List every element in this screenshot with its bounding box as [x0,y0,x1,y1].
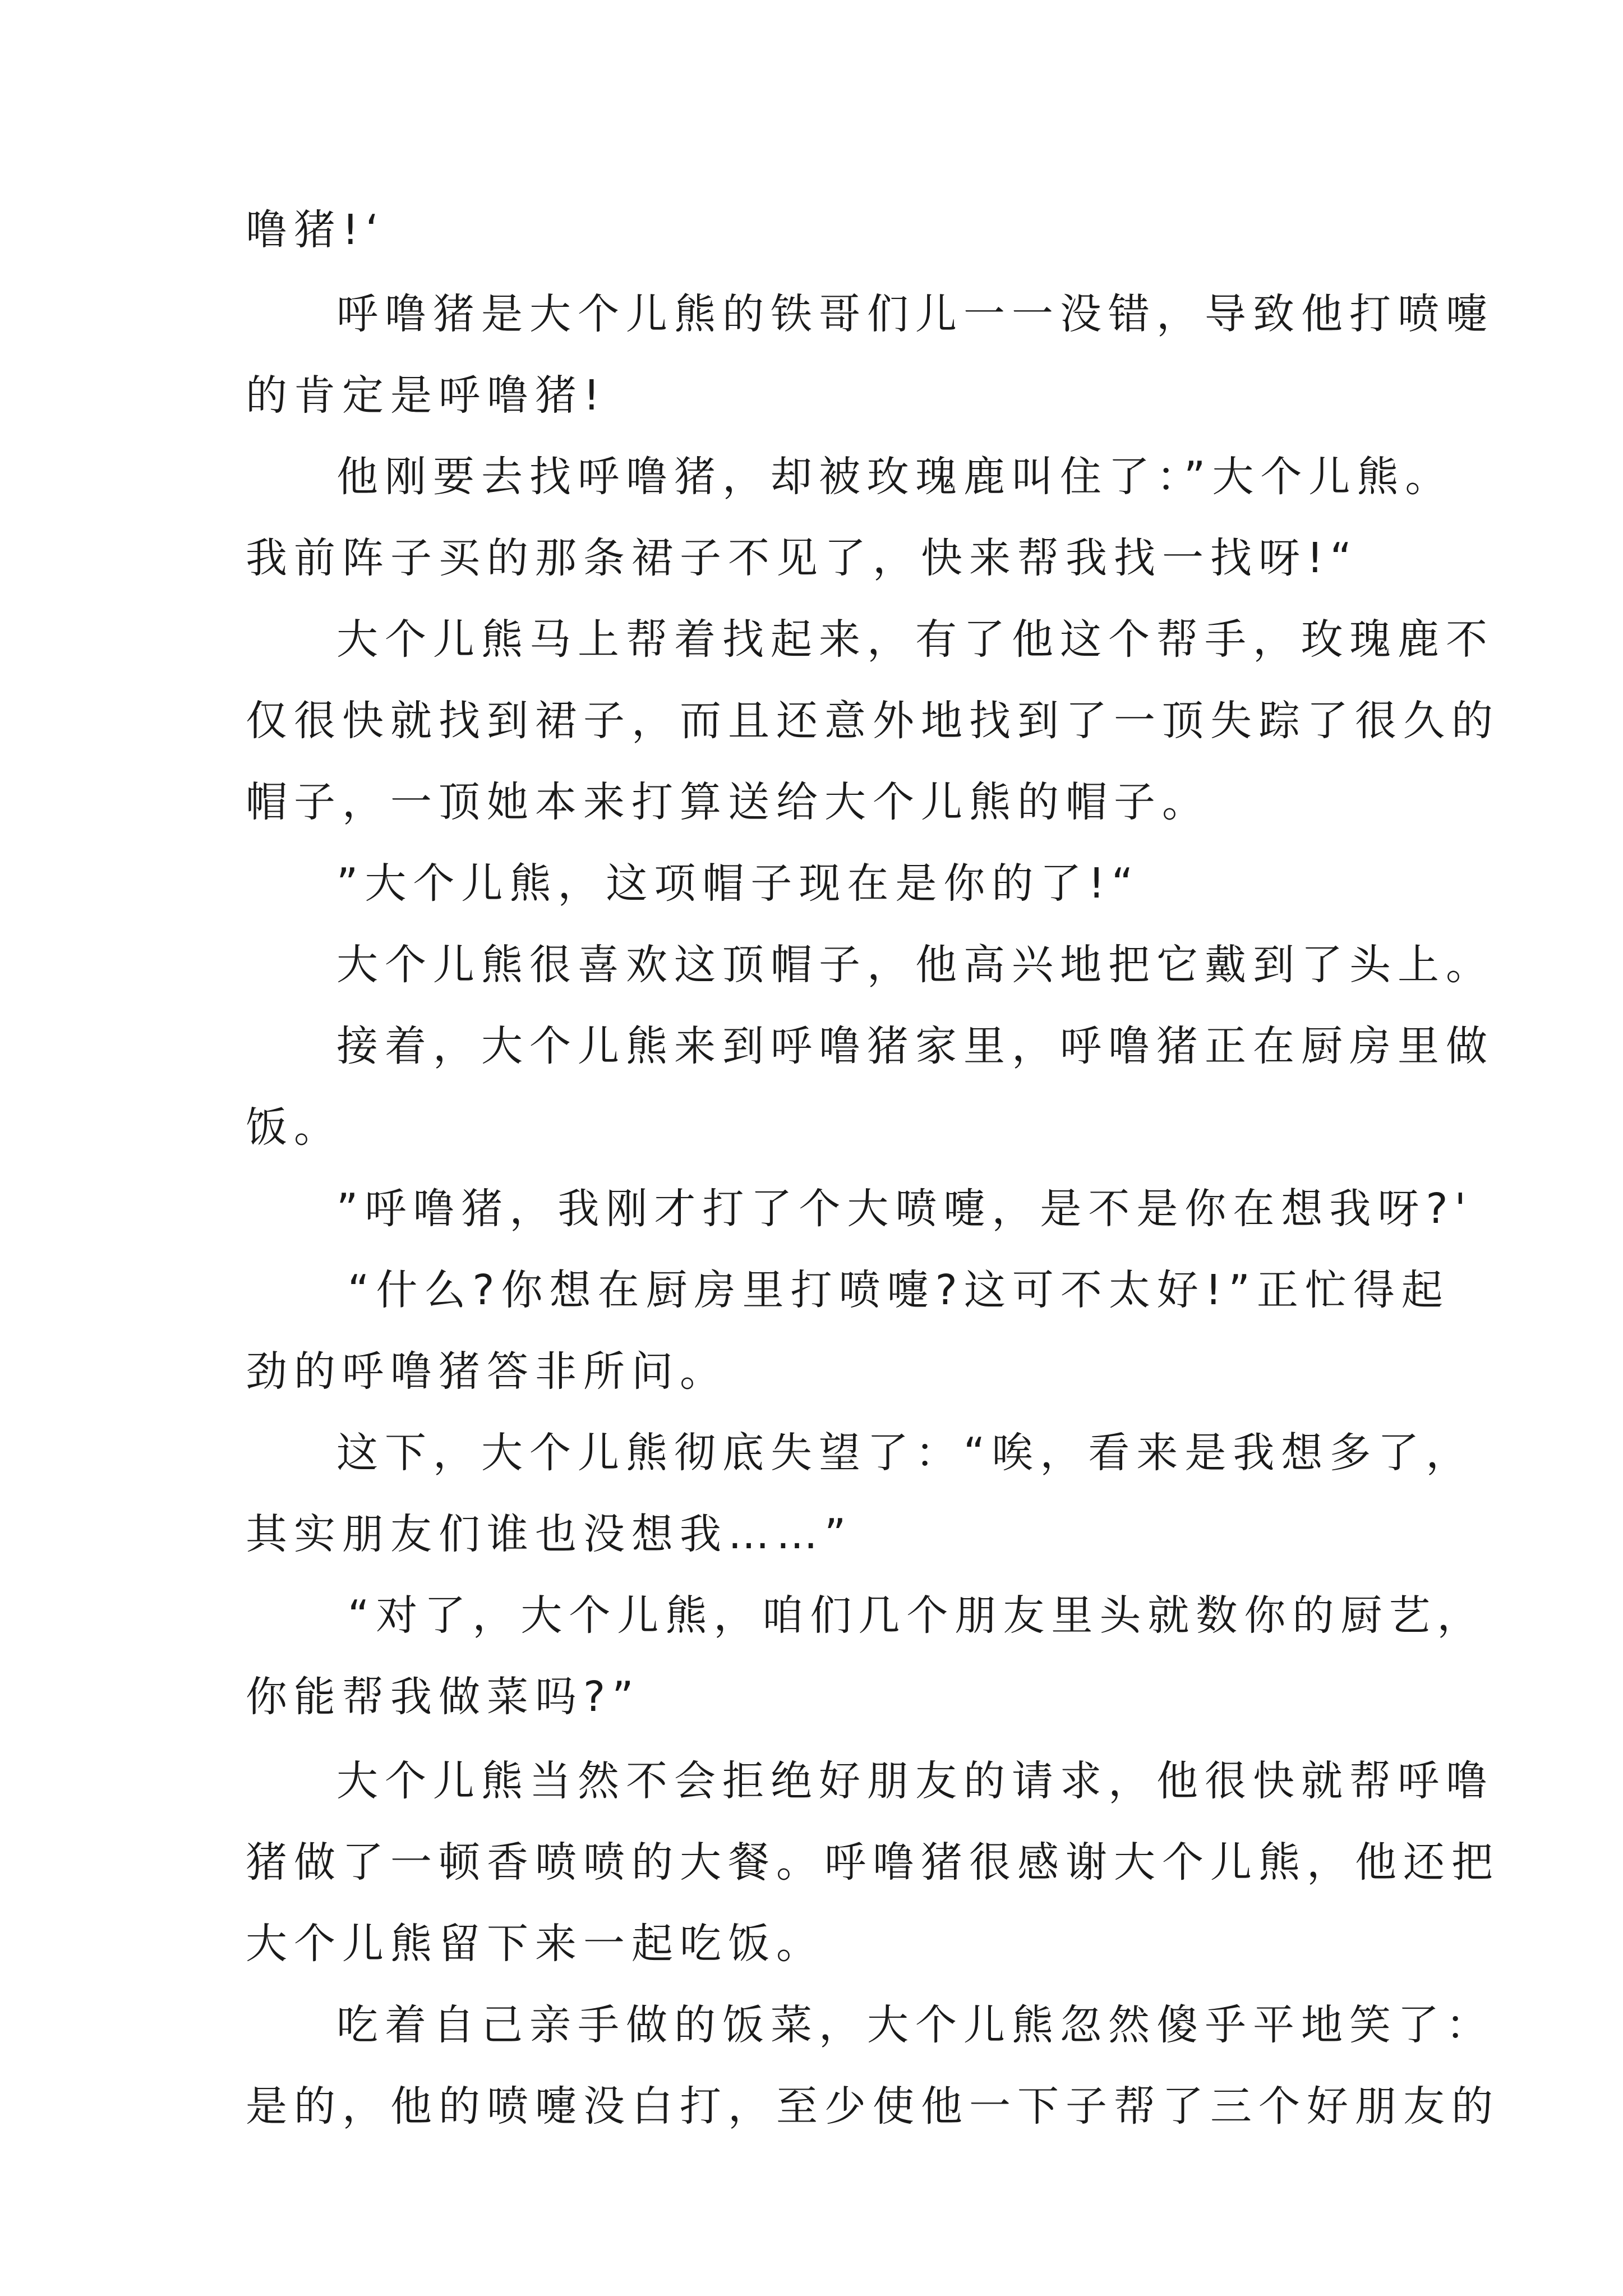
text-line: 呼噜猪是大个儿熊的铁哥们儿一一没错，导致他打喷嚏 [336,290,1494,338]
text-line: 饭。 [246,1103,342,1152]
text-line: “对了，大个儿熊，咱们几个朋友里头就数你的厨艺， [348,1591,1486,1640]
text-line: 接着，大个儿熊来到呼噜猪家里，呼噜猪正在厨房里做 [336,1022,1494,1070]
text-line: 大个儿熊马上帮着找起来，有了他这个帮手，玫瑰鹿不 [336,615,1494,664]
text-line: 大个儿熊当然不会拒绝好朋友的请求，他很快就帮呼噜 [336,1757,1494,1805]
text-line: 大个儿熊留下来一起吃饭。 [246,1920,824,1968]
text-line: 的肯定是呼噜猪! [246,371,607,420]
text-line: 仅很快就找到裙子，而且还意外地找到了一顶失踪了很久的 [246,697,1500,745]
text-line: ”呼噜猪，我刚才打了个大喷嚏，是不是你在想我呀?' [336,1185,1473,1233]
text-line: 他刚要去找呼噜猪，却被玫瑰鹿叫住了：”大个儿熊。 [336,453,1454,501]
text-line: 噜猪!‘ [246,206,386,254]
text-line: “什么?你想在厨房里打喷嚏?这可不太好!”正忙得起 [348,1266,1450,1314]
text-line: 你能帮我做菜吗?” [246,1673,640,1721]
text-line: ”大个儿熊，这项帽子现在是你的了!“ [336,859,1140,908]
text-line: 我前阵子买的那条裙子不见了，快来帮我找一找呀!“ [246,534,1358,582]
text-line: 其实朋友们谁也没想我……” [246,1510,853,1558]
text-line: 是的，他的喷嚏没白打，至少使他一下子帮了三个好朋友的 [246,2082,1500,2131]
text-line: 吃着自己亲手做的饭菜，大个儿熊忽然傻乎平地笑了： [336,2001,1494,2049]
text-line: 帽子，一顶她本来打算送给大个儿熊的帽子。 [246,778,1210,826]
text-line: 劲的呼噜猪答非所问。 [246,1347,728,1396]
text-line: 这下，大个儿熊彻底失望了：“唉，看来是我想多了， [336,1429,1474,1477]
text-line: 大个儿熊很喜欢这顶帽子，他高兴地把它戴到了头上。 [336,941,1494,989]
text-line: 猪做了一顿香喷喷的大餐。呼噜猪很感谢大个儿熊，他还把 [246,1838,1500,1887]
